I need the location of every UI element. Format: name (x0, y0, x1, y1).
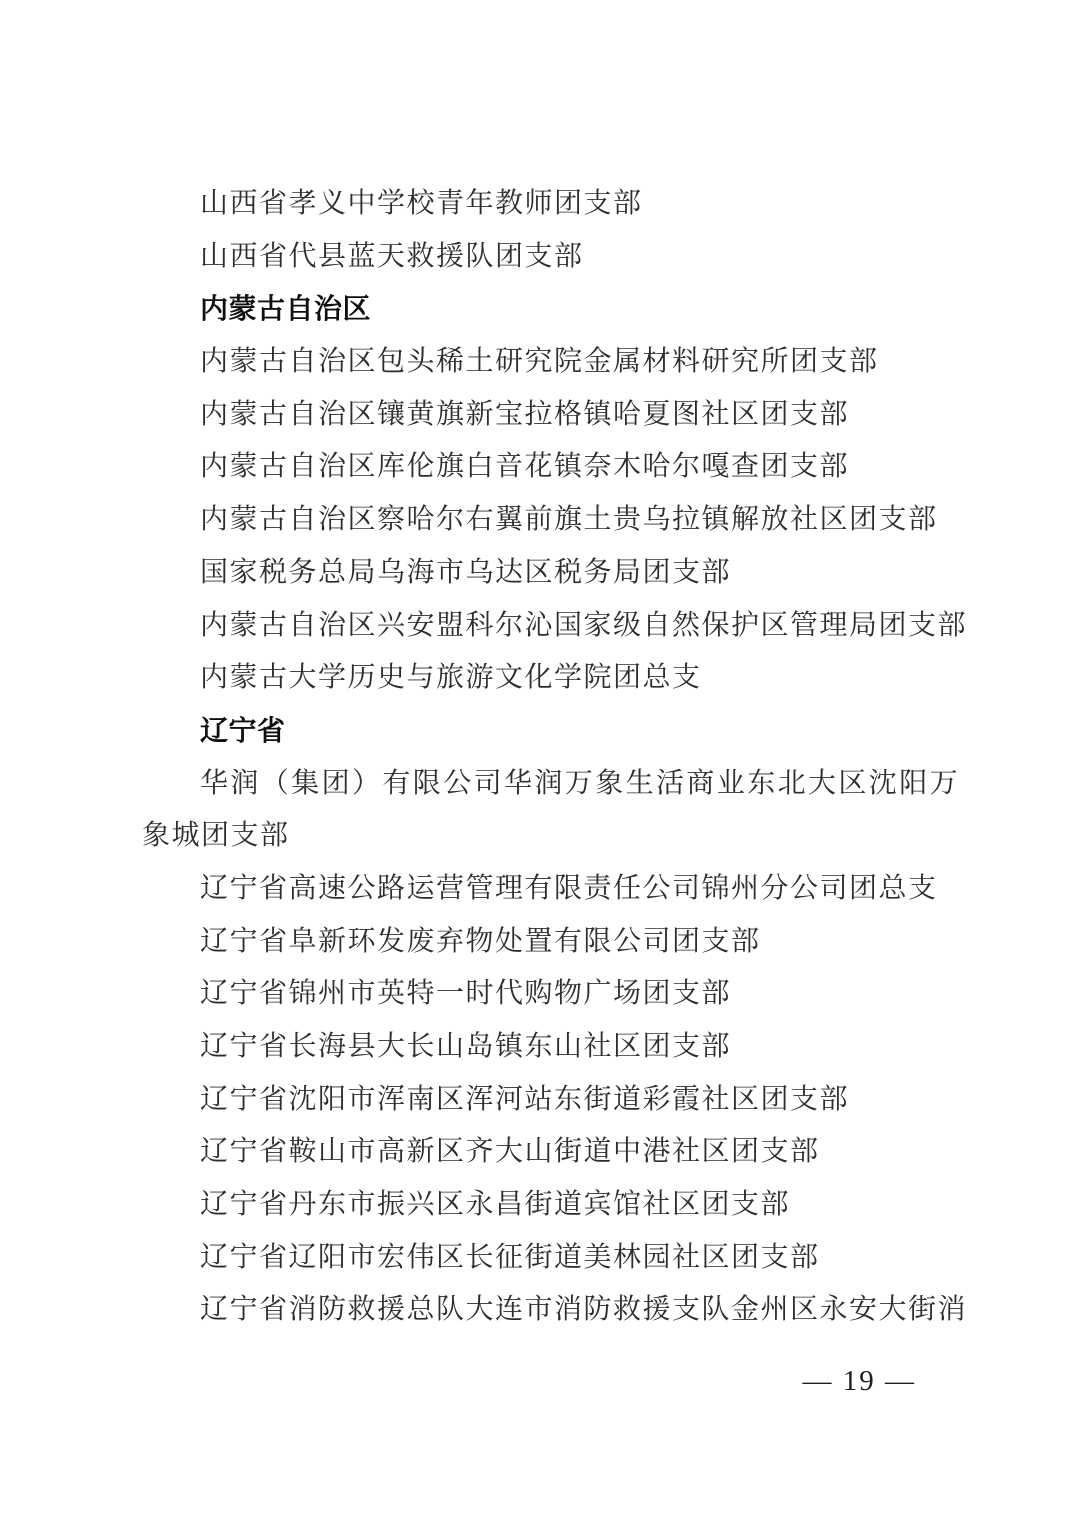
org-item-line: 辽宁省锦州市英特一时代购物广场团支部 (200, 978, 732, 1010)
page-number: — 19 — (802, 1365, 916, 1397)
org-item-line: 华润（集团）有限公司华润万象生活商业东北大区沈阳万 (200, 767, 961, 799)
org-item-line: 山西省代县蓝天救援队团支部 (200, 240, 584, 272)
org-item-line: 山西省孝义中学校青年教师团支部 (200, 188, 643, 219)
org-item-line: 内蒙古大学历史与旅游文化学院团总支 (200, 662, 702, 694)
org-list (142, 178, 968, 1337)
org-item-line: 内蒙古自治区库伦旗白音花镇奈木哈尔嘎查团支部 (200, 451, 850, 483)
org-item-line: 辽宁省阜新环发废弃物处置有限公司团支部 (200, 925, 761, 957)
org-item-line: 辽宁省消防救援总队大连市消防救援支队金州区永安大街消 (200, 1294, 968, 1326)
org-item-line: 内蒙古自治区镶黄旗新宝拉格镇哈夏图社区团支部 (200, 398, 850, 430)
org-item-line: 辽宁省沈阳市浑南区浑河站东街道彩霞社区团支部 (200, 1083, 850, 1115)
province-header: 辽宁省 (200, 714, 286, 746)
org-item-line: 内蒙古自治区包头稀土研究院金属材料研究所团支部 (200, 346, 879, 378)
org-item-line: 内蒙古自治区察哈尔右翼前旗土贵乌拉镇解放社区团支部 (200, 504, 938, 536)
org-item-continuation: 象城团支部 (142, 820, 290, 852)
province-header: 内蒙古自治区 (200, 293, 372, 325)
org-item-line: 国家税务总局乌海市乌达区税务局团支部 (200, 556, 732, 588)
org-item-line: 辽宁省长海县大长山岛镇东山社区团支部 (200, 1031, 732, 1062)
org-item-line: 内蒙古自治区兴安盟科尔沁国家级自然保护区管理局团支部 (200, 609, 968, 641)
org-item-line: 辽宁省高速公路运营管理有限责任公司锦州分公司团总支 (200, 872, 938, 904)
org-item-line: 辽宁省辽阳市宏伟区长征街道美林园社区团支部 (200, 1241, 820, 1273)
org-item-line: 辽宁省鞍山市高新区齐大山街道中港社区团支部 (200, 1136, 820, 1168)
org-item-line: 辽宁省丹东市振兴区永昌街道宾馆社区团支部 (200, 1189, 791, 1221)
